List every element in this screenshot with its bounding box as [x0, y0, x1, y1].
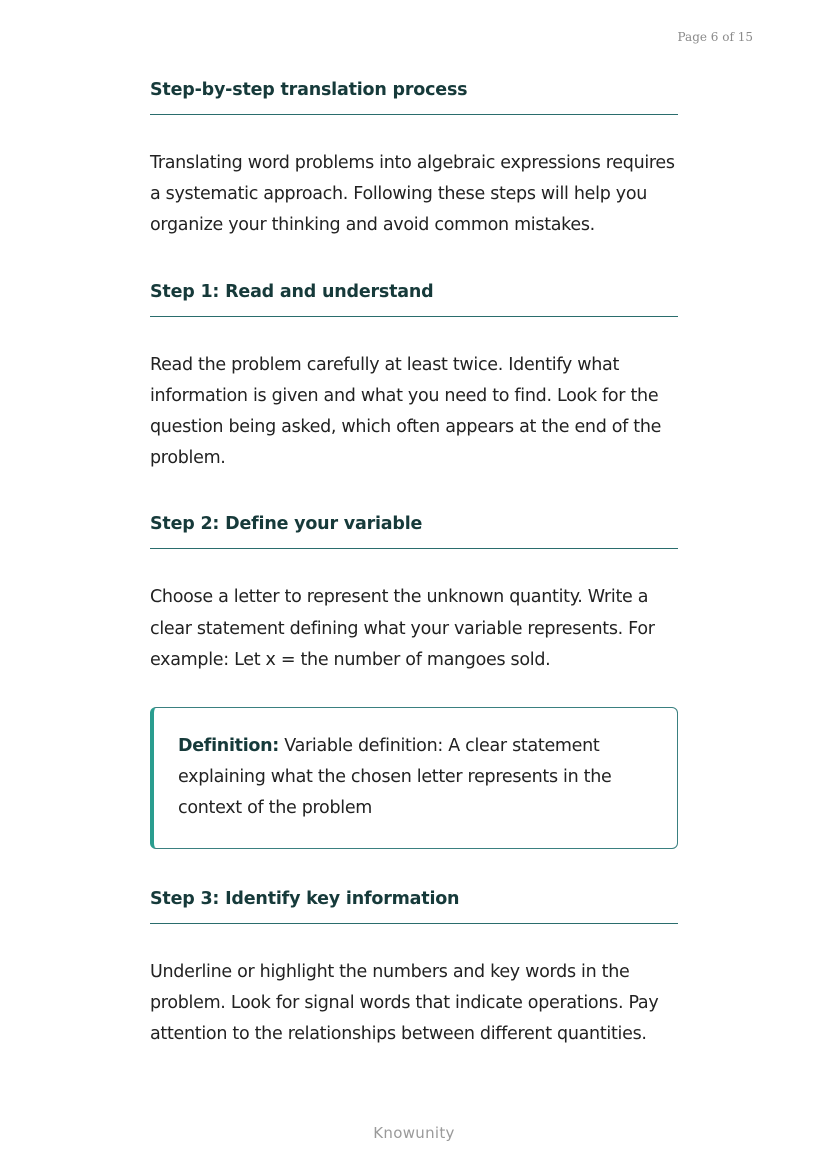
section-title: Step 2: Define your variable: [150, 514, 678, 549]
section-translation-process: [150, 80, 678, 242]
section-step-1: [150, 282, 678, 475]
page-number: Page 6 of 15: [677, 30, 753, 44]
definition-box: [150, 707, 678, 849]
section-title: Step 3: Identify key information: [150, 889, 678, 924]
section-paragraph: Translating word problems into algebraic expressions requires a systematic approach. Following these steps will help you organize your thinking and avoid common mistakes.: [150, 153, 675, 236]
footer-brand: Knowunity: [373, 1124, 455, 1142]
section-step-3: [150, 889, 678, 1051]
document-content: [150, 80, 678, 1050]
section-paragraph: Underline or highlight the numbers and key words in the problem. Look for signal words that indicate operations. Pay attention to the relationships between different quantities.: [150, 961, 659, 1045]
section-paragraph: Read the problem carefully at least twice. Identify what information is given and what you need to find. Look for the question being asked, which often appears at the end of the problem.: [150, 354, 662, 469]
section-step-2: [150, 514, 678, 848]
definition-text: Variable definition: A clear statement explaining what the chosen letter represents in the context of the problem: [178, 736, 612, 819]
section-title: Step-by-step translation process: [150, 80, 678, 115]
definition-label: Definition:: [178, 736, 280, 757]
section-title: Step 1: Read and understand: [150, 282, 678, 317]
section-paragraph: Choose a letter to represent the unknown quantity. Write a clear statement defining what your variable represents. For example: Let x = the number of mangoes sold.: [150, 587, 655, 670]
